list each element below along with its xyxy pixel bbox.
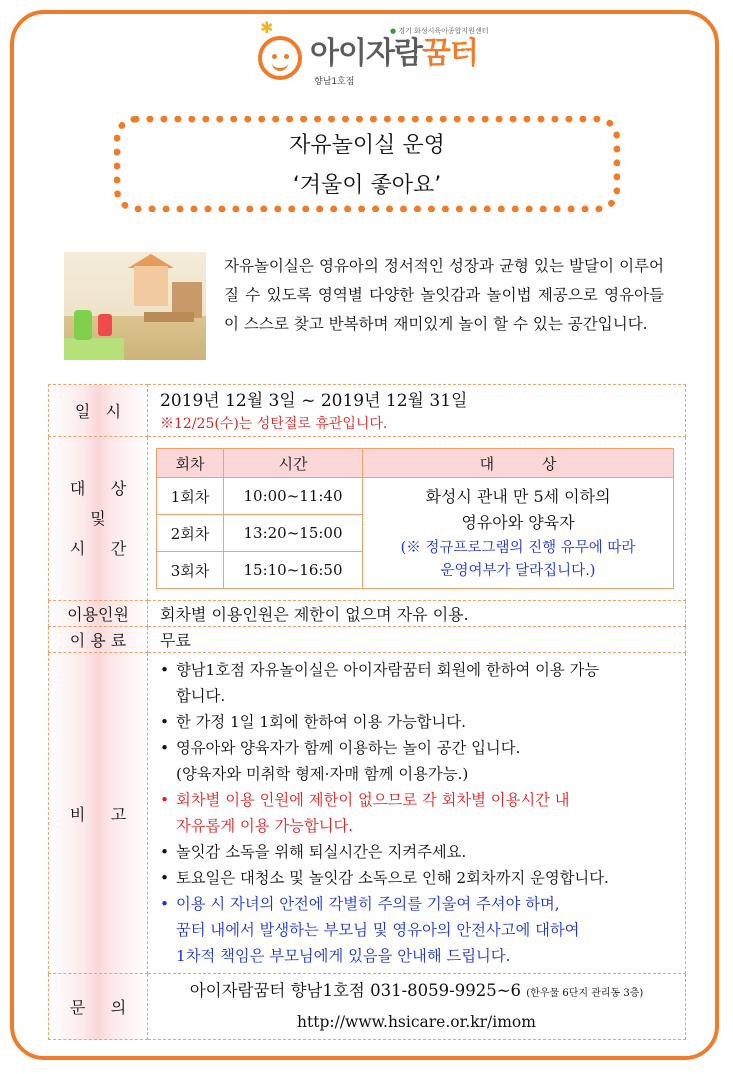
contact-label: 문 의 — [49, 974, 148, 1040]
intro-text: 자유놀이실은 영유아의 정서적인 성장과 균형 있는 발달이 이루어질 수 있도록 영역별 다양한 놀잇감과 놀이법 제공으로 영유아들이 스스로 찾고 반복하며 재미있게 놀이 할 수 있는 공간입니다. — [224, 257, 664, 333]
logo — [258, 18, 518, 90]
session-3: 3회차 — [157, 552, 224, 589]
logo-branch: 향남1호점 — [314, 77, 355, 87]
date-label: 일 시 — [49, 385, 148, 437]
list-item: • 이용 시 자녀의 안전에 각별히 주의를 기울여 주셔야 하며, 꿈터 내에서 발생하는 부모님 및 영유아의 안전사고에 대하여 1차적 책임은 부모님에게 있음을 안내해 드립니다. — [154, 891, 685, 969]
title-box — [114, 116, 620, 212]
session-2: 2회차 — [157, 515, 224, 552]
remarks-label: 비 고 — [49, 653, 148, 974]
title-line-2: ‘겨울이 좋아요’ — [292, 173, 442, 198]
playroom-photo — [64, 252, 206, 360]
smile-face-icon — [258, 36, 302, 80]
logo-org: ● 경기 화성시육아종합지원센터 — [390, 27, 489, 35]
header-target: 대 상 — [363, 449, 674, 478]
time-2: 13:20~15:00 — [224, 515, 363, 552]
contact-url[interactable]: http://www.hsicare.or.kr/imom — [297, 1013, 536, 1031]
header-time: 시간 — [224, 449, 363, 478]
fee-label: 이 용 료 — [49, 627, 148, 653]
target-description: 화성시 관내 만 5세 이하의 영유아와 양육자 (※ 정규프로그램의 진행 유무에 따라 운영여부가 달라집니다.) — [363, 478, 674, 589]
info-table — [48, 384, 686, 1040]
list-item: • 놀잇감 소독을 위해 퇴실시간은 지켜주세요. — [154, 839, 685, 865]
contact-value: 아이자람꿈터 향남1호점 031-8059-9925~6 — [189, 981, 522, 1000]
target-label: 대 상 및 시 간 — [49, 437, 148, 601]
date-value: 2019년 12월 3일 ~ 2019년 12월 31일 — [160, 390, 468, 411]
title-line-1: 자유놀이실 운영 — [289, 133, 445, 158]
time-3: 15:10~16:50 — [224, 552, 363, 589]
date-cell — [148, 385, 686, 437]
time-1: 10:00~11:40 — [224, 478, 363, 515]
list-item: • 한 가정 1일 1회에 한하여 이용 가능합니다. — [154, 709, 685, 735]
contact-cell — [148, 974, 686, 1040]
list-item: • 회차별 이용 인원에 제한이 없으므로 각 회차별 이용시간 내 자유롭게 이용 가능합니다. — [154, 787, 685, 839]
contact-address: (한우물 6단지 관리동 3층) — [526, 988, 644, 999]
star-icon: ✱ — [260, 18, 274, 37]
session-table — [156, 448, 674, 589]
capacity-value: 회차별 이용인원은 제한이 없으며 자유 이용. — [148, 601, 686, 627]
logo-name: 아이자람꿈터 — [310, 36, 478, 71]
remarks-list — [154, 657, 685, 969]
session-1: 1회차 — [157, 478, 224, 515]
date-note: ※12/25(수)는 성탄절로 휴관입니다. — [160, 415, 388, 432]
fee-value: 무료 — [148, 627, 686, 653]
list-item: • 향남1호점 자유놀이실은 아이자람꿈터 회원에 한하여 이용 가능 합니다. — [154, 657, 685, 709]
target-cell — [148, 437, 686, 601]
header-session: 회차 — [157, 449, 224, 478]
remarks-cell — [148, 653, 686, 974]
list-item: • 영유아와 양육자가 함께 이용하는 놀이 공간 입니다. (양육자와 미취학 형제·자매 함께 이용가능.) — [154, 735, 685, 787]
capacity-label: 이용인원 — [49, 601, 148, 627]
list-item: • 토요일은 대청소 및 놀잇감 소독으로 인해 2회차까지 운영합니다. — [154, 865, 685, 891]
